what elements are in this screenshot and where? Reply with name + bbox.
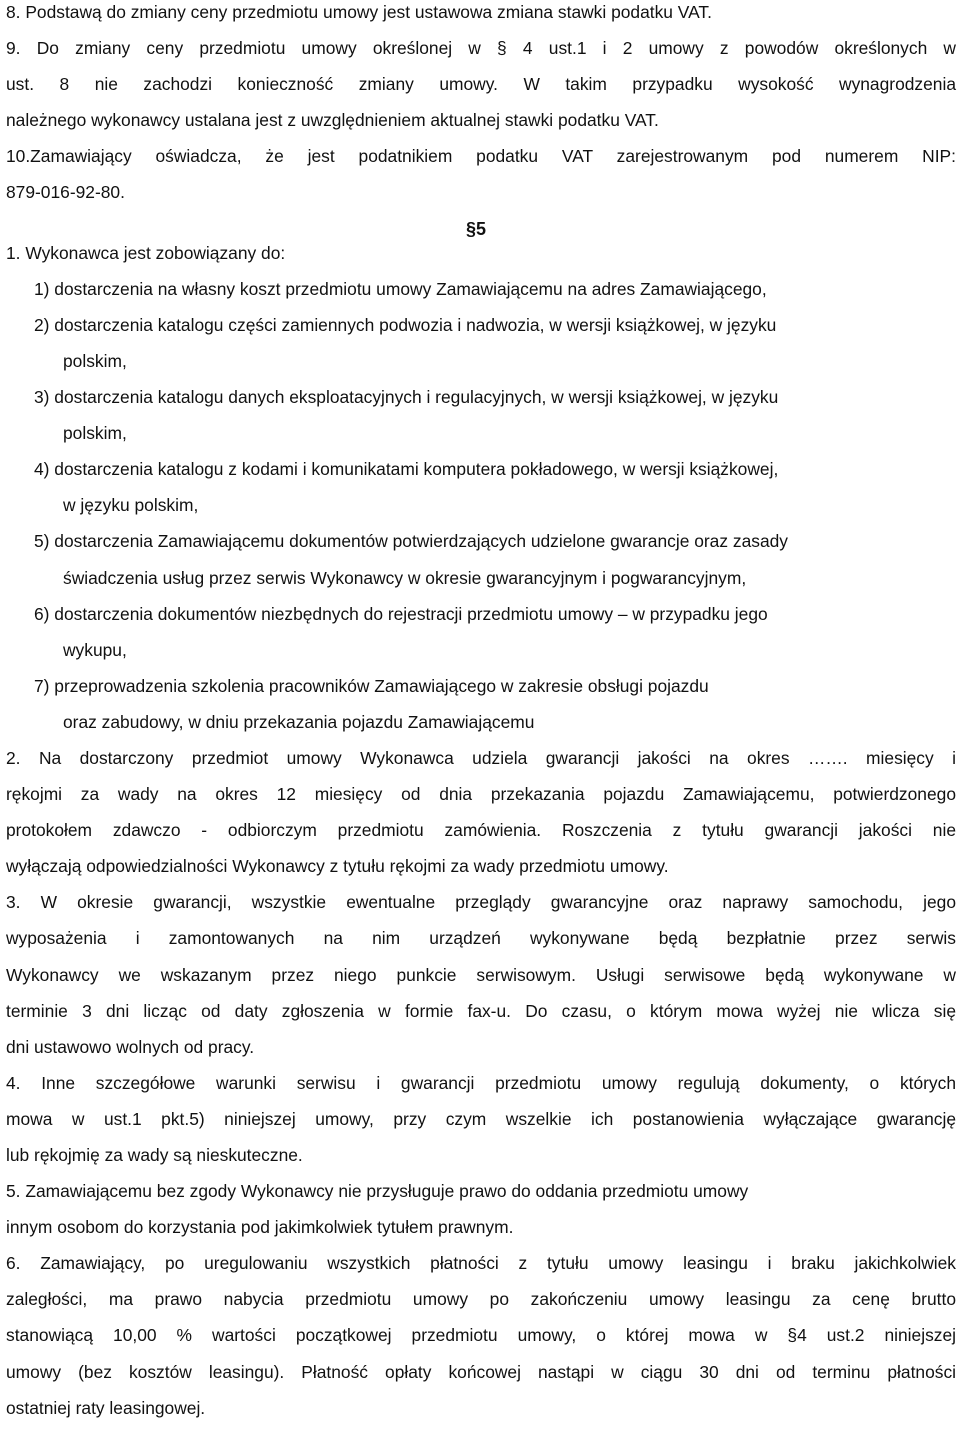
text-line: ust. 8 nie zachodzi konieczność zmiany umowy. W takim przypadku wysokość wynagrodzenia xyxy=(6,74,956,95)
subitem-line: świadczenia usług przez serwis Wykonawcy w okresie gwarancyjnym i pogwarancyjnym, xyxy=(63,567,747,588)
item-10 xyxy=(6,138,956,210)
text-line: 3. W okresie gwarancji, wszystkie ewentualne przeglądy gwarancyjne oraz naprawy samochodu, jego xyxy=(6,892,956,913)
text-line: 4. Inne szczegółowe warunki serwisu i gwarancji przedmiotu umowy regulują dokumenty, o których xyxy=(6,1072,956,1093)
text-line: stanowiącą 10,00 % wartości początkowej przedmiotu umowy, o której mowa w §4 ust.2 niniejszej xyxy=(6,1325,956,1346)
text-line: 9. Do zmiany ceny przedmiotu umowy określonej w § 4 ust.1 i 2 umowy z powodów określonych w xyxy=(6,38,956,59)
subitem-line: w języku polskim, xyxy=(63,495,199,516)
text-line: rękojmi za wady na okres 12 miesięcy od dnia przekazania pojazdu Zamawiającemu, potwierdzonego xyxy=(6,784,956,805)
text-line: dni ustawowo wolnych od pracy. xyxy=(6,1036,255,1057)
text-line: wyłączają odpowiedzialności Wykonawcy z tytułu rękojmi za wady przedmiotu umowy. xyxy=(6,856,669,877)
subitem-line: 3) dostarczenia katalogu danych eksploatacyjnych i regulacyjnych, w wersji książkowej, w języku xyxy=(34,387,779,408)
subitem-2 xyxy=(6,307,956,379)
text-line: 8. Podstawą do zmiany ceny przedmiotu umowy jest ustawowa zmiana stawki podatku VAT. xyxy=(6,2,712,22)
subitem-line: 6) dostarczenia dokumentów niezbędnych do rejestracji przedmiotu umowy – w przypadku jego xyxy=(34,603,768,624)
text-line: mowa w ust.1 pkt.5) niniejszej umowy, przy czym wszelkie ich postanowienia wyłączające gwarancję xyxy=(6,1108,956,1129)
subitem-1 xyxy=(6,271,956,307)
text-line: wyposażenia i zamontowanych na nim urządzeń wykonywane będą bezpłatnie przez serwis xyxy=(6,928,956,949)
text-line: 879-016-92-80. xyxy=(6,182,125,203)
top-items xyxy=(6,0,956,211)
subitem-line: 7) przeprowadzenia szkolenia pracowników Zamawiającego w zakresie obsługi pojazdu xyxy=(34,675,709,696)
point-2 xyxy=(6,740,956,884)
item-8 xyxy=(6,0,956,30)
subitem-line: 4) dostarczenia katalogu z kodami i komunikatami komputera pokładowego, w wersji książkowej, xyxy=(34,459,779,480)
subitem-line: oraz zabudowy, w dniu przekazania pojazdu Zamawiającemu xyxy=(63,711,535,732)
subitem-line: polskim, xyxy=(63,423,127,444)
item-9 xyxy=(6,30,956,138)
text-line: lub rękojmię za wady są nieskuteczne. xyxy=(6,1145,303,1165)
point-4 xyxy=(6,1065,956,1173)
point-6 xyxy=(6,1245,956,1425)
subitem-3 xyxy=(6,379,956,451)
text-line: 10.Zamawiający oświadcza, że jest podatnikiem podatku VAT zarejestrowanym pod numerem NIP: xyxy=(6,146,956,167)
subitem-7 xyxy=(6,668,956,740)
subitem-line: 1) dostarczenia na własny koszt przedmiotu umowy Zamawiającemu na adres Zamawiającego, xyxy=(34,278,767,299)
text-line: należnego wykonawcy ustalana jest z uwzględnieniem aktualnej stawki podatku VAT. xyxy=(6,110,659,131)
subitem-5 xyxy=(6,523,956,595)
text-line: 6. Zamawiający, po uregulowaniu wszystkich płatności z tytułu umowy leasingu i braku jakichkolwiek xyxy=(6,1253,956,1274)
section-heading: §5 xyxy=(466,218,487,239)
subitem-line: polskim, xyxy=(63,350,127,371)
text-line: Wykonawcy we wskazanym przez niego punkcie serwisowym. Usługi serwisowe będą wykonywane w xyxy=(6,964,956,985)
point-5 xyxy=(6,1173,956,1245)
text-line: 5. Zamawiającemu bez zgody Wykonawcy nie przysługuje prawo do oddania przedmiotu umowy xyxy=(6,1181,749,1202)
subitem-line: 5) dostarczenia Zamawiającemu dokumentów potwierdzających udzielone gwarancje oraz zasady xyxy=(34,531,788,552)
point-1-intro: 1. Wykonawca jest zobowiązany do: xyxy=(6,242,286,263)
text-line: ostatniej raty leasingowej. xyxy=(6,1397,206,1418)
subitem-4 xyxy=(6,451,956,523)
text-line: umowy (bez kosztów leasingu). Płatność opłaty końcowej nastąpi w ciągu 30 dni od terminu płatności xyxy=(6,1361,956,1382)
subitem-line: wykupu, xyxy=(63,639,127,660)
text-line: terminie 3 dni licząc od daty zgłoszenia w formie fax-u. Do czasu, o którym mowa wyżej nie wlicza się xyxy=(6,1000,956,1021)
subitem-line: 2) dostarczenia katalogu części zamiennych podwozia i nadwozia, w wersji książkowej, w języku xyxy=(34,314,777,335)
text-line: zaległości, ma prawo nabycia przedmiotu umowy po zakończeniu umowy leasingu za cenę brutto xyxy=(6,1289,956,1310)
point-1 xyxy=(6,235,956,740)
text-line: 2. Na dostarczony przedmiot umowy Wykonawca udziela gwarancji jakości na okres ……. miesięcy i xyxy=(6,747,956,768)
point-3 xyxy=(6,884,956,1064)
subitem-6 xyxy=(6,596,956,668)
points xyxy=(6,740,956,1426)
text-line: protokołem zdawczo - odbiorczym przedmiotu zamówienia. Roszczenia z tytułu gwarancji jakości nie xyxy=(6,820,956,841)
text-line: innym osobom do korzystania pod jakimkolwiek tytułem prawnym. xyxy=(6,1217,514,1238)
